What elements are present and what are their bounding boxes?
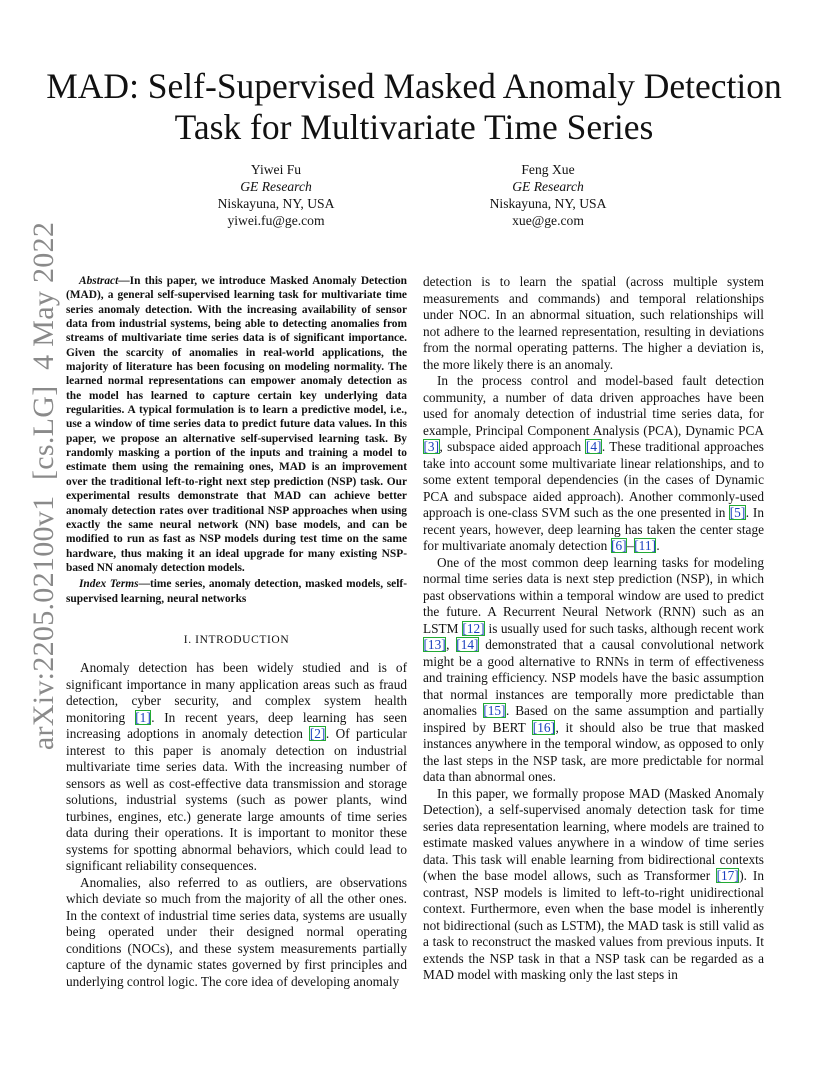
- paragraph: [423, 373, 764, 555]
- text: is usually used for such tasks, although recent work: [485, 620, 764, 636]
- text: In the process control and model-based fault detection community, a number of data driven approaches have been used for anomaly detection of industrial time series data, for example, Principal Component Analysis (PCA), Dynamic PCA: [423, 373, 764, 438]
- text: In this paper, we formally propose MAD (Masked Anomaly Detection), a self-supervised anomaly detection task for time series data representation learning, where models are trained to estimate masked values anywhere in a window of time series data. This task will enable learning from bidirectional contexts (when the base model allows, such as Transformer: [423, 785, 764, 883]
- paragraph: [423, 786, 764, 984]
- paragraph: [66, 660, 407, 875]
- citation-link[interactable]: [5]: [729, 505, 746, 520]
- index-terms-label: Index Terms: [79, 578, 139, 591]
- arxiv-stamp: arXiv:2205.02100v1 [cs.LG] 4 May 2022: [27, 221, 60, 751]
- paragraph: Anomalies, also referred to as outliers, are observations which deviate so much from the majority of all the other ones. In the context of industrial time series data, systems are usually being operated under their designed normal operating conditions (NOCs), and these system measurements partially capture of the dynamic states governed by first principles and underlying control logic. The core idea of developing anomaly: [66, 874, 407, 989]
- author-block-1: [146, 161, 406, 229]
- citation-link[interactable]: [17]: [716, 868, 739, 883]
- text: Anomaly detection has been widely studied and is of significant importance in many application areas such as fraud detection, cyber security, and complex system health monitoring: [66, 660, 407, 725]
- citation-link[interactable]: [13]: [423, 637, 446, 652]
- citation-link[interactable]: [14]: [456, 637, 479, 652]
- text: . In recent years, however, deep learning has taken the center stage for multivariate anomaly detection: [423, 505, 764, 553]
- author-location: Niskayuna, NY, USA: [217, 196, 335, 211]
- abstract: [66, 274, 407, 575]
- citation-link[interactable]: [2]: [309, 726, 326, 742]
- text: ). In contrast, NSP models is limited to left-to-right unidirectional context. Furthermore, even when the base model is inherently not bidirectional (such as LSTM), the MAD task is still valid as a task to reconstruct the masked values from previous inputs. It extends the NSP task in that a NSP task can be regarded as a MAD model with masking only the last steps in: [423, 868, 765, 982]
- text: ,: [446, 637, 456, 652]
- author-location: Niskayuna, NY, USA: [489, 196, 607, 211]
- text: One of the most common deep learning tasks for modeling normal time series data is next step prediction (NSP), in which past observations within a temporal window are used to predict the future. A Recurrent Neural Network (RNN) such as an LSTM: [423, 554, 764, 636]
- index-terms: [66, 577, 407, 606]
- title-line-2: Task for Multivariate Time Series: [174, 107, 654, 147]
- text: . Of particular interest to this paper is anomaly detection on industrial multivariate time series data. With the increasing number of sensors as well as cost-effective data transmission and storage solutions, industrial systems (such as power plants, wind turbines, engines, etc.) generate large amounts of time series data during their operations. It is important to monitor these systems for spotting abnormal behaviors, which could lead to significant reliability consequences.: [66, 726, 407, 874]
- citation-link[interactable]: [12]: [462, 620, 485, 636]
- citation-link[interactable]: [15]: [483, 703, 506, 718]
- text: , it should also be true that masked instances anywhere in the temporal window, as opposed to only the last steps in the NSP task, are more predictable for normal data than abnormal ones.: [423, 719, 764, 784]
- abstract-label: Abstract: [79, 275, 119, 287]
- author-affiliation: GE Research: [512, 179, 584, 194]
- citation-link[interactable]: [11]: [634, 538, 656, 553]
- citation-link[interactable]: [4]: [585, 439, 602, 454]
- right-column: [423, 274, 764, 984]
- paper-title: [0, 66, 828, 148]
- author-email: yiwei.fu@ge.com: [227, 213, 325, 228]
- paragraph: [423, 555, 764, 786]
- author-name: Yiwei Fu: [250, 162, 302, 177]
- paragraph: detection is to learn the spatial (across multiple system measurements and commands) and temporal relationships under NOC. In an abnormal situation, such relationships will not adhere to the learned representation, resulting in deviations from the normal operating patterns. The higher a deviation is, the more likely there is an anomaly.: [423, 274, 764, 372]
- text: .: [656, 538, 660, 553]
- text: , subspace aided approach: [439, 439, 586, 454]
- index-terms-text: —time series, anomaly detection, masked models, self-supervised learning, neural networks: [66, 578, 407, 605]
- text: . These traditional approaches take into account some multivariate linear relationships, and to some extent temporal dependencies (in the cases of Dynamic PCA and subspace aided approach). Another commonly-used approach is one-class SVM such as the one presented in: [423, 439, 764, 520]
- citation-link[interactable]: [16]: [532, 719, 555, 735]
- author-affiliation: GE Research: [240, 179, 312, 194]
- section-heading: I. INTRODUCTION: [183, 633, 290, 646]
- text: demonstrated that a causal convolutional network might be a good alternative to RNNs in term of effectiveness and training efficiency. NSP models have the basic assumption that normal instances are temporally more predictable than anomalies: [423, 637, 764, 718]
- author-email: xue@ge.com: [512, 213, 584, 228]
- citation-link[interactable]: [6]: [611, 538, 627, 553]
- text: . In recent years, deep learning has seen increasing adoptions in anomaly detection: [66, 709, 408, 742]
- citation-link[interactable]: [3]: [423, 439, 440, 454]
- author-block-2: [418, 161, 678, 229]
- citation-link[interactable]: [1]: [135, 709, 151, 725]
- text: –: [627, 538, 634, 553]
- abstract-text: —In this paper, we introduce Masked Anomaly Detection (MAD), a general self-supervised learning task for multivariate time series anomaly detection. With the increasing availability of sensor data from industrial systems, being able to detecting anomalies from streams of multivariate time series data is of significant importance. Given the scarcity of anomalies in real-world applications, the majority of literature has been focusing on modeling normality. The learned normal representations can empower anomaly detection as the model has learned to capture certain key underlying data regularities. A typical formulation is to learn a predictive model, i.e., use a window of time series data to predict future data values. In this paper, we propose an alternative self-supervised learning task. By randomly masking a portion of the inputs and training a model to estimate them using the remaining ones, MAD is an improvement over the traditional left-to-right next step prediction (NSP) task. Our experimental results demonstrate that MAD can achieve better anomaly detection rates over traditional NSP approaches when using exactly the same neural network (NN) base models, and can be modified to run as fast as NSP models during test time on the same hardware, thus making it an ideal upgrade for many existing NSP-based NN anomaly detection models.: [66, 275, 407, 574]
- author-name: Feng Xue: [521, 162, 575, 177]
- title-line-1: MAD: Self-Supervised Masked Anomaly Detection: [46, 66, 782, 106]
- text: . Based on the same assumption and partially inspired by BERT: [423, 703, 764, 735]
- left-column: [66, 274, 407, 990]
